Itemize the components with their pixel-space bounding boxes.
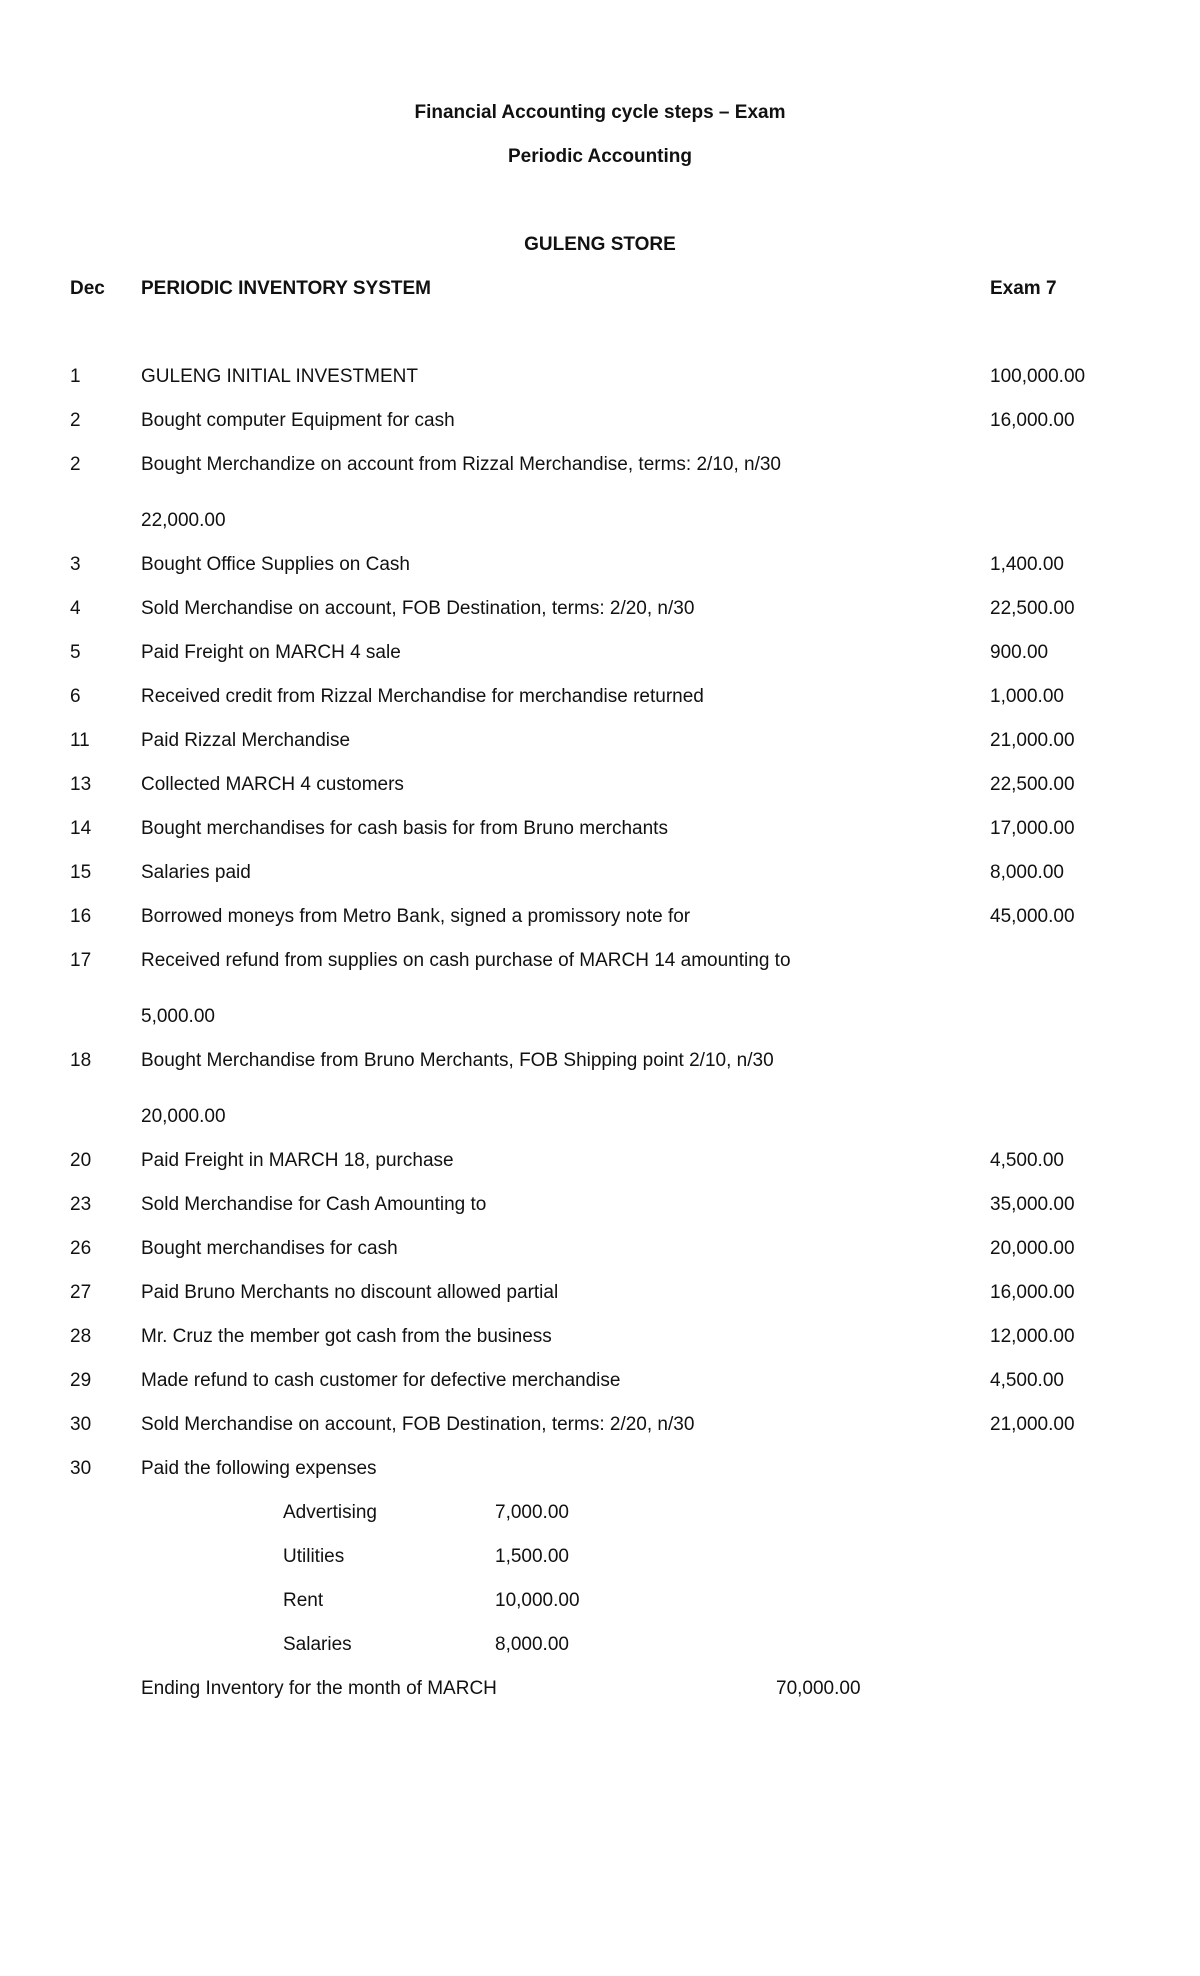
transaction-amount: 22,000.00 bbox=[141, 510, 226, 531]
expense-amount: 1,500.00 bbox=[495, 1546, 569, 1567]
transaction-description: Collected MARCH 4 customers bbox=[141, 774, 404, 795]
expense-name: Rent bbox=[283, 1590, 324, 1611]
transaction-description: Paid Rizzal Merchandise bbox=[141, 730, 351, 751]
expense-name: Salaries bbox=[283, 1634, 352, 1655]
transaction-day: 30 bbox=[70, 1414, 92, 1435]
transaction-description: Bought merchandises for cash basis for from Bruno merchants bbox=[141, 818, 668, 839]
transaction-amount: 4,500.00 bbox=[990, 1370, 1064, 1391]
transaction-amount: 12,000.00 bbox=[990, 1326, 1075, 1347]
transaction-day: 27 bbox=[70, 1282, 92, 1303]
transaction-day: 28 bbox=[70, 1326, 92, 1347]
transaction-description: Paid Freight in MARCH 18, purchase bbox=[141, 1150, 454, 1171]
transaction-amount: 100,000.00 bbox=[990, 366, 1086, 387]
transaction-description: Received refund from supplies on cash purchase of MARCH 14 amounting to bbox=[141, 950, 791, 971]
transaction-amount: 21,000.00 bbox=[990, 1414, 1075, 1435]
transaction-amount: 17,000.00 bbox=[990, 818, 1075, 839]
transaction-day: 17 bbox=[70, 950, 92, 971]
transaction-amount: 22,500.00 bbox=[990, 774, 1075, 795]
transaction-amount: 16,000.00 bbox=[990, 1282, 1075, 1303]
transaction-amount: 20,000.00 bbox=[990, 1238, 1075, 1259]
transaction-description: Sold Merchandise for Cash Amounting to bbox=[141, 1194, 487, 1215]
transaction-day: 3 bbox=[70, 554, 81, 575]
transaction-amount: 35,000.00 bbox=[990, 1194, 1075, 1215]
transaction-day: 4 bbox=[70, 598, 81, 619]
transaction-description: Made refund to cash customer for defective merchandise bbox=[141, 1370, 621, 1391]
transaction-amount: 8,000.00 bbox=[990, 862, 1064, 883]
transaction-description: Bought computer Equipment for cash bbox=[141, 410, 455, 431]
transaction-amount: 21,000.00 bbox=[990, 730, 1075, 751]
transaction-amount: 1,400.00 bbox=[990, 554, 1064, 575]
transaction-amount: 20,000.00 bbox=[141, 1106, 226, 1127]
transaction-amount: 5,000.00 bbox=[141, 1006, 215, 1027]
transaction-day: 2 bbox=[70, 410, 81, 431]
ending-inventory-amount: 70,000.00 bbox=[776, 1678, 861, 1699]
transaction-description: Paid Freight on MARCH 4 sale bbox=[141, 642, 401, 663]
transaction-day: 2 bbox=[70, 454, 81, 475]
transaction-day: 26 bbox=[70, 1238, 92, 1259]
column-header-description: PERIODIC INVENTORY SYSTEM bbox=[141, 278, 431, 299]
ending-inventory-label: Ending Inventory for the month of MARCH bbox=[141, 1678, 497, 1699]
transaction-day: 23 bbox=[70, 1194, 92, 1215]
transaction-day: 20 bbox=[70, 1150, 92, 1171]
transaction-description: Bought Office Supplies on Cash bbox=[141, 554, 410, 575]
transaction-day: 16 bbox=[70, 906, 92, 927]
expense-amount: 10,000.00 bbox=[495, 1590, 580, 1611]
transaction-description: GULENG INITIAL INVESTMENT bbox=[141, 366, 418, 387]
transaction-description: Salaries paid bbox=[141, 862, 251, 883]
document-subtitle: Periodic Accounting bbox=[507, 146, 693, 167]
transaction-day: 5 bbox=[70, 642, 81, 663]
transaction-amount: 45,000.00 bbox=[990, 906, 1075, 927]
transaction-amount: 4,500.00 bbox=[990, 1150, 1064, 1171]
transaction-description: Bought Merchandise from Bruno Merchants, FOB Shipping point 2/10, n/30 bbox=[141, 1050, 774, 1071]
column-header-exam: Exam 7 bbox=[990, 278, 1057, 299]
transaction-day: 29 bbox=[70, 1370, 92, 1391]
expense-amount: 7,000.00 bbox=[495, 1502, 569, 1523]
transaction-day: 13 bbox=[70, 774, 92, 795]
column-header-day: Dec bbox=[70, 278, 105, 299]
transaction-day: 11 bbox=[70, 730, 90, 751]
expense-name: Advertising bbox=[283, 1502, 377, 1523]
transaction-description: Paid the following expenses bbox=[141, 1458, 377, 1479]
store-name: GULENG STORE bbox=[524, 234, 676, 255]
transaction-day: 6 bbox=[70, 686, 81, 707]
transaction-description: Mr. Cruz the member got cash from the business bbox=[141, 1326, 552, 1347]
document-title: Financial Accounting cycle steps – Exam bbox=[414, 102, 786, 123]
transaction-day: 14 bbox=[70, 818, 92, 839]
transaction-description: Borrowed moneys from Metro Bank, signed a promissory note for bbox=[141, 906, 691, 927]
transaction-description: Paid Bruno Merchants no discount allowed partial bbox=[141, 1282, 559, 1303]
expense-name: Utilities bbox=[283, 1546, 345, 1567]
expense-amount: 8,000.00 bbox=[495, 1634, 569, 1655]
transaction-description: Bought merchandises for cash bbox=[141, 1238, 398, 1259]
transaction-day: 18 bbox=[70, 1050, 92, 1071]
transaction-day: 1 bbox=[70, 366, 81, 387]
transaction-amount: 16,000.00 bbox=[990, 410, 1075, 431]
transaction-amount: 22,500.00 bbox=[990, 598, 1075, 619]
transaction-description: Bought Merchandize on account from Rizzal Merchandise, terms: 2/10, n/30 bbox=[141, 454, 781, 475]
transaction-description: Sold Merchandise on account, FOB Destination, terms: 2/20, n/30 bbox=[141, 598, 695, 619]
transaction-day: 30 bbox=[70, 1458, 92, 1479]
transaction-description: Sold Merchandise on account, FOB Destination, terms: 2/20, n/30 bbox=[141, 1414, 695, 1435]
transaction-description: Received credit from Rizzal Merchandise for merchandise returned bbox=[141, 686, 704, 707]
transaction-amount: 900.00 bbox=[990, 642, 1049, 663]
transaction-day: 15 bbox=[70, 862, 92, 883]
transaction-amount: 1,000.00 bbox=[990, 686, 1064, 707]
